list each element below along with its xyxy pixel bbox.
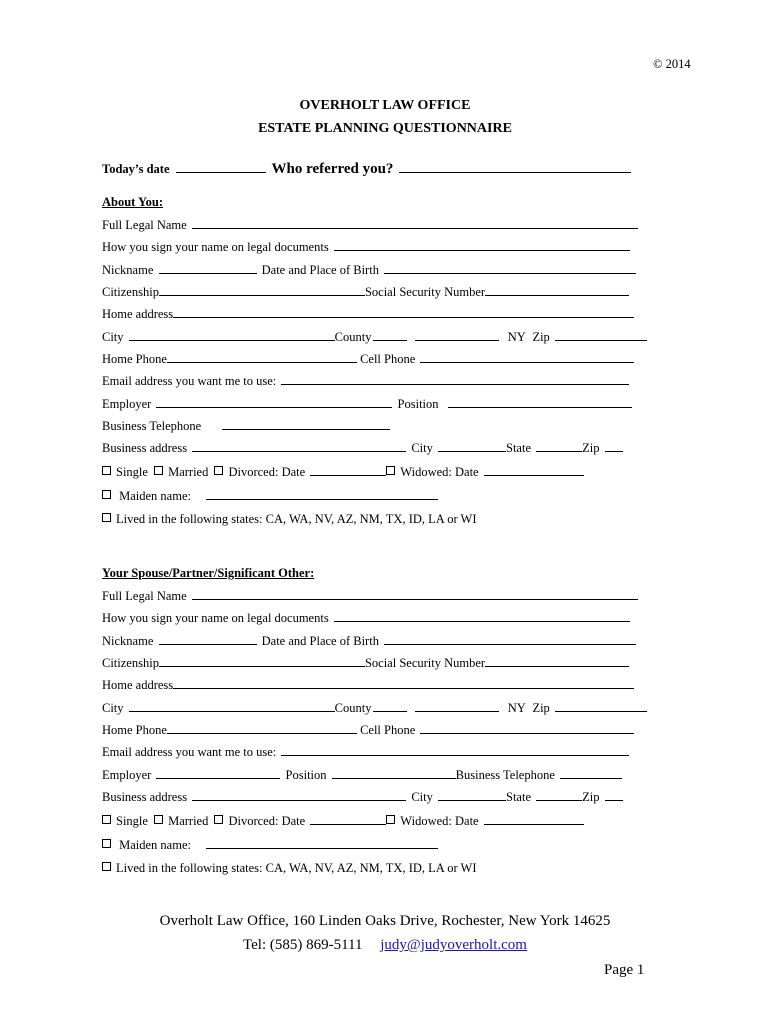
spouse-full-name-row xyxy=(102,588,640,604)
spouse-married-checkbox[interactable] xyxy=(154,815,163,824)
lived-label: Lived in the following states: CA, WA, NV, AZ, NM, TX, ID, LA or WI xyxy=(116,512,477,526)
cell-phone-label: Cell Phone xyxy=(360,352,416,366)
business-city-field[interactable] xyxy=(438,440,506,452)
business-state-label: State xyxy=(506,441,531,455)
dob-label: Date and Place of Birth xyxy=(261,263,379,277)
divorced-checkbox[interactable] xyxy=(214,466,223,475)
footer-email-link[interactable]: judy@judyoverholt.com xyxy=(380,937,527,953)
who-referred-label: Who referred you? xyxy=(271,161,394,177)
spouse-sign-name-label: How you sign your name on legal documents xyxy=(102,611,329,625)
spouse-zip-field[interactable] xyxy=(555,700,647,712)
maiden-field[interactable] xyxy=(206,488,438,500)
spouse-home-address-field[interactable] xyxy=(173,677,634,689)
page-subtitle: ESTATE PLANNING QUESTIONNAIRE xyxy=(258,121,512,136)
spouse-city-label: City xyxy=(102,701,124,715)
employer-label: Employer xyxy=(102,397,152,411)
spouse-home-phone-label: Home Phone xyxy=(102,723,167,737)
spouse-dob-label: Date and Place of Birth xyxy=(261,634,379,648)
spouse-business-zip-field[interactable] xyxy=(605,789,623,801)
widowed-date-field[interactable] xyxy=(484,464,584,476)
spouse-position-label: Position xyxy=(285,768,327,782)
widowed-checkbox[interactable] xyxy=(386,466,395,475)
spouse-business-address-row xyxy=(102,789,625,805)
business-tel-label: Business Telephone xyxy=(102,419,202,433)
spouse-maiden-row xyxy=(102,837,440,853)
spouse-divorced-date-field[interactable] xyxy=(310,813,386,825)
maiden-label: Maiden name: xyxy=(119,489,191,503)
about-phone-row xyxy=(102,351,636,367)
dob-field[interactable] xyxy=(384,262,636,274)
home-address-label: Home address xyxy=(102,307,174,321)
spouse-full-name-field[interactable] xyxy=(192,588,638,600)
lived-checkbox[interactable] xyxy=(102,513,111,522)
spouse-city-row xyxy=(102,700,649,716)
spouse-cell-phone-field[interactable] xyxy=(420,722,634,734)
business-address-field[interactable] xyxy=(192,440,406,452)
spouse-home-phone-field[interactable] xyxy=(167,722,357,734)
city-label: City xyxy=(102,330,124,344)
spouse-county-field[interactable] xyxy=(373,700,407,712)
spouse-maiden-label: Maiden name: xyxy=(119,838,191,852)
todays-date-label: Today’s date xyxy=(102,162,170,176)
spouse-zip-label: Zip xyxy=(532,701,550,715)
spouse-ssn-label: Social Security Number xyxy=(364,656,486,670)
about-nickname-row xyxy=(102,262,638,278)
spouse-single-label: Single xyxy=(116,814,148,828)
spouse-business-zip-label: Zip xyxy=(582,790,600,804)
spouse-ssn-field[interactable] xyxy=(485,655,629,667)
business-address-label: Business address xyxy=(102,441,188,455)
spouse-divorced-label: Divorced: Date xyxy=(228,814,306,828)
spouse-employer-label: Employer xyxy=(102,768,152,782)
about-home-address-row xyxy=(102,306,634,322)
copyright: © 2014 xyxy=(653,57,691,71)
spouse-cell-phone-label: Cell Phone xyxy=(360,723,416,737)
city-field[interactable] xyxy=(129,329,335,341)
spouse-business-city-label: City xyxy=(411,790,433,804)
about-maiden-row xyxy=(102,488,440,504)
page-number: Page 1 xyxy=(604,962,645,978)
spouse-email-label: Email address you want me to use: xyxy=(102,745,277,759)
spouse-widowed-label: Widowed: Date xyxy=(400,814,479,828)
spouse-widowed-checkbox[interactable] xyxy=(386,815,395,824)
footer-address: Overholt Law Office, 160 Linden Oaks Drive, Rochester, New York 14625 xyxy=(159,913,611,929)
spouse-business-address-field[interactable] xyxy=(192,789,406,801)
about-citizenship-row xyxy=(102,284,629,300)
spouse-citizenship-field[interactable] xyxy=(159,655,365,667)
spouse-divorced-checkbox[interactable] xyxy=(214,815,223,824)
spouse-married-label: Married xyxy=(168,814,209,828)
business-zip-label: Zip xyxy=(582,441,600,455)
spouse-home-address-label: Home address xyxy=(102,678,174,692)
about-heading: About You: xyxy=(102,195,164,209)
spouse-widowed-date-field[interactable] xyxy=(484,813,584,825)
about-business-tel-row xyxy=(102,418,392,434)
spouse-employer-field[interactable] xyxy=(156,767,280,779)
spouse-lived-row xyxy=(102,861,477,876)
maiden-checkbox[interactable] xyxy=(102,490,111,499)
zip-label: Zip xyxy=(532,330,550,344)
widowed-label: Widowed: Date xyxy=(400,465,479,479)
spouse-business-tel-field[interactable] xyxy=(560,767,622,779)
spouse-county-label: County xyxy=(334,701,372,715)
single-label: Single xyxy=(116,465,148,479)
state-label: NY xyxy=(507,330,526,344)
spouse-dob-field[interactable] xyxy=(384,633,636,645)
todays-date-field[interactable] xyxy=(176,161,266,173)
spouse-home-address-row xyxy=(102,677,634,693)
spouse-city-field[interactable] xyxy=(129,700,335,712)
home-phone-field[interactable] xyxy=(167,351,357,363)
spouse-citizenship-label: Citizenship xyxy=(102,656,159,670)
divorced-date-field[interactable] xyxy=(310,464,386,476)
position-field[interactable] xyxy=(448,396,632,408)
spouse-position-field[interactable] xyxy=(332,767,456,779)
spouse-maiden-checkbox[interactable] xyxy=(102,839,111,848)
business-zip-field[interactable] xyxy=(605,440,623,452)
about-email-row xyxy=(102,373,631,389)
spouse-maiden-field[interactable] xyxy=(206,837,438,849)
spouse-email-field[interactable] xyxy=(281,744,629,756)
divorced-label: Divorced: Date xyxy=(228,465,306,479)
email-field[interactable] xyxy=(281,373,629,385)
spouse-email-row xyxy=(102,744,631,760)
spouse-employer-row xyxy=(102,767,624,783)
county-field[interactable] xyxy=(373,329,407,341)
home-address-field[interactable] xyxy=(173,306,634,318)
ssn-field[interactable] xyxy=(485,284,629,296)
spouse-business-state-field[interactable] xyxy=(536,789,582,801)
spouse-business-tel-label: Business Telephone xyxy=(455,768,555,782)
about-employer-row xyxy=(102,396,634,412)
spouse-marital-row xyxy=(102,813,586,829)
sign-name-label: How you sign your name on legal documents xyxy=(102,240,329,254)
about-marital-row xyxy=(102,464,586,480)
spouse-phone-row xyxy=(102,722,636,738)
spouse-business-state-label: State xyxy=(506,790,531,804)
position-label: Position xyxy=(397,397,439,411)
county-field-2[interactable] xyxy=(415,329,499,341)
about-full-name-row xyxy=(102,217,640,233)
about-business-address-row xyxy=(102,440,625,456)
full-name-label: Full Legal Name xyxy=(102,218,187,232)
cell-phone-field[interactable] xyxy=(420,351,634,363)
spouse-county-field-2[interactable] xyxy=(415,700,499,712)
about-lived-row xyxy=(102,512,477,527)
spouse-business-address-label: Business address xyxy=(102,790,188,804)
single-checkbox[interactable] xyxy=(102,466,111,475)
spouse-sign-name-field[interactable] xyxy=(334,610,630,622)
footer-contact xyxy=(0,937,770,954)
home-phone-label: Home Phone xyxy=(102,352,167,366)
married-checkbox[interactable] xyxy=(154,466,163,475)
business-state-field[interactable] xyxy=(536,440,582,452)
spouse-nickname-field[interactable] xyxy=(159,633,257,645)
spouse-heading: Your Spouse/Partner/Significant Other: xyxy=(102,566,315,580)
about-sign-row xyxy=(102,239,632,255)
spouse-nickname-label: Nickname xyxy=(102,634,154,648)
ssn-label: Social Security Number xyxy=(364,285,486,299)
email-label: Email address you want me to use: xyxy=(102,374,277,388)
spouse-state-label: NY xyxy=(507,701,526,715)
spouse-lived-checkbox[interactable] xyxy=(102,862,111,871)
spouse-nickname-row xyxy=(102,633,638,649)
spouse-citizenship-row xyxy=(102,655,629,671)
about-city-row xyxy=(102,329,649,345)
zip-field[interactable] xyxy=(555,329,647,341)
business-tel-field[interactable] xyxy=(222,418,390,430)
spouse-full-name-label: Full Legal Name xyxy=(102,589,187,603)
spouse-lived-label: Lived in the following states: CA, WA, NV, AZ, NM, TX, ID, LA or WI xyxy=(116,861,477,875)
citizenship-field[interactable] xyxy=(159,284,365,296)
nickname-field[interactable] xyxy=(159,262,257,274)
page-title: OVERHOLT LAW OFFICE xyxy=(299,98,471,113)
county-label: County xyxy=(334,330,372,344)
full-name-field[interactable] xyxy=(192,217,638,229)
spouse-sign-row xyxy=(102,610,632,626)
who-referred-field[interactable] xyxy=(399,161,631,173)
nickname-label: Nickname xyxy=(102,263,154,277)
citizenship-label: Citizenship xyxy=(102,285,159,299)
footer-tel: Tel: (585) 869-5111 xyxy=(243,937,363,953)
business-city-label: City xyxy=(411,441,433,455)
employer-field[interactable] xyxy=(156,396,392,408)
sign-name-field[interactable] xyxy=(334,239,630,251)
married-label: Married xyxy=(168,465,209,479)
spouse-single-checkbox[interactable] xyxy=(102,815,111,824)
spouse-business-city-field[interactable] xyxy=(438,789,506,801)
date-row xyxy=(102,160,633,178)
